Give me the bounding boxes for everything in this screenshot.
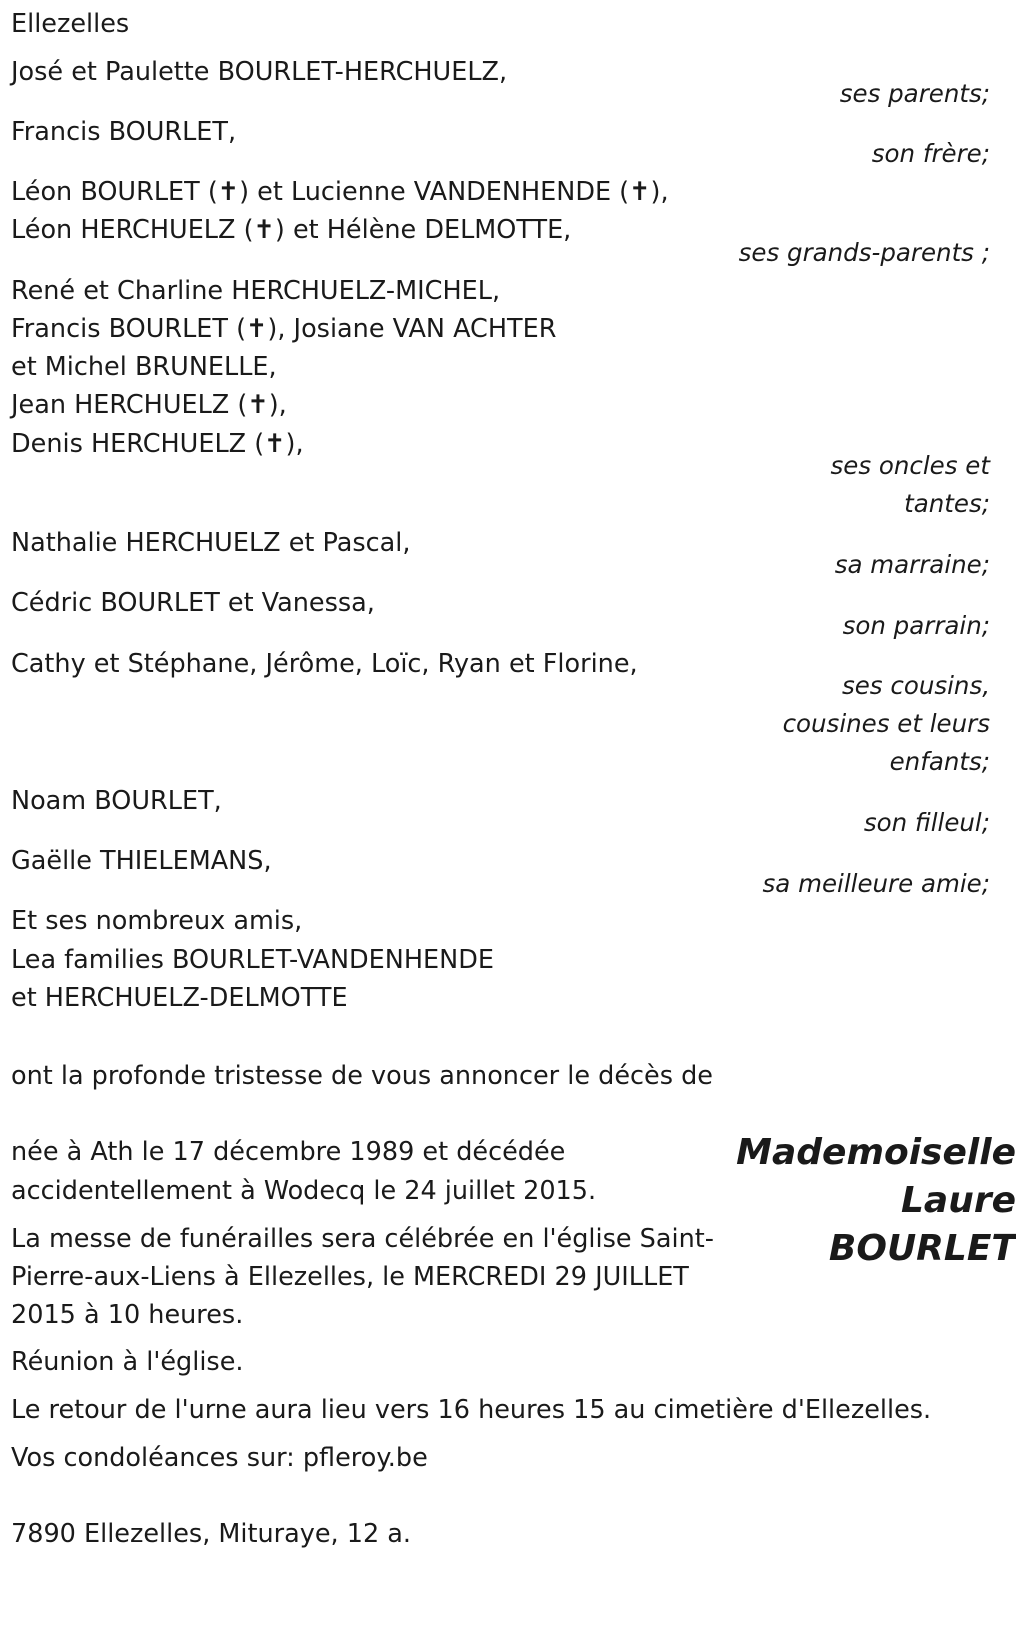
friends-line: Et ses nombreux amis, <box>11 906 303 936</box>
deceased-name <box>726 1129 1016 1273</box>
godfather-role: son parrain; <box>842 611 990 640</box>
deceased-first-name: Laure <box>900 1180 1016 1221</box>
place-header: Ellezelles <box>11 9 130 39</box>
parents-names: José et Paulette BOURLET-HERCHUELZ, <box>11 57 508 87</box>
cousins-role: cousines et leurs <box>782 709 990 738</box>
grandparents-role: ses grands-parents ; <box>738 238 990 267</box>
uncles-aunts-line: Francis BOURLET (✝), Josiane VAN ACHTER <box>11 314 557 344</box>
grandparents-line: Léon HERCHUELZ (✝) et Hélène DELMOTTE, <box>11 215 572 245</box>
deceased-last-name: BOURLET <box>828 1228 1016 1269</box>
announcement-text: ont la profonde tristesse de vous annoncer le décès de <box>11 1061 713 1091</box>
uncles-aunts-line: Denis HERCHUELZ (✝), <box>11 429 304 459</box>
godmother-name: Nathalie HERCHUELZ et Pascal, <box>11 528 411 558</box>
parents-role: ses parents; <box>839 79 990 108</box>
uncles-aunts-role: ses oncles et <box>830 451 990 480</box>
uncles-aunts-line: René et Charline HERCHUELZ-MICHEL, <box>11 276 501 306</box>
cousins-role: enfants; <box>889 747 990 776</box>
families-line: et HERCHUELZ-DELMOTTE <box>11 983 348 1013</box>
brother-role: son frère; <box>871 139 990 168</box>
birth-death-line: née à Ath le 17 décembre 1989 et décédée <box>11 1137 566 1167</box>
birth-death-line: accidentellement à Wodecq le 24 juillet 2015. <box>11 1176 597 1206</box>
urn-text: Le retour de l'urne aura lieu vers 16 heures 15 au cimetière d'Ellezelles. <box>11 1395 932 1425</box>
uncles-aunts-role: tantes; <box>904 489 990 518</box>
meeting-text: Réunion à l'église. <box>11 1347 244 1377</box>
godfather-name: Cédric BOURLET et Vanessa, <box>11 588 375 618</box>
godson-name: Noam BOURLET, <box>11 786 222 816</box>
best-friend-name: Gaëlle THIELEMANS, <box>11 846 272 876</box>
grandparents-line: Léon BOURLET (✝) et Lucienne VANDENHENDE (✝), <box>11 177 669 207</box>
condolences-text: Vos condoléances sur: pfleroy.be <box>11 1443 428 1473</box>
funeral-line: Pierre-aux-Liens à Ellezelles, le MERCREDI 29 JUILLET <box>11 1262 689 1292</box>
funeral-line: 2015 à 10 heures. <box>11 1300 244 1330</box>
deceased-title: Mademoiselle <box>736 1132 1016 1173</box>
address-text: 7890 Ellezelles, Mituraye, 12 a. <box>11 1519 412 1549</box>
funeral-line: La messe de funérailles sera célébrée en l'église Saint- <box>11 1224 714 1254</box>
uncles-aunts-line: et Michel BRUNELLE, <box>11 352 277 382</box>
cousins-role: ses cousins, <box>841 671 990 700</box>
families-line: Lea families BOURLET-VANDENHENDE <box>11 945 494 975</box>
cousins-names: Cathy et Stéphane, Jérôme, Loïc, Ryan et Florine, <box>11 649 638 679</box>
best-friend-role: sa meilleure amie; <box>762 869 990 898</box>
uncles-aunts-line: Jean HERCHUELZ (✝), <box>11 390 287 420</box>
brother-name: Francis BOURLET, <box>11 117 237 147</box>
godmother-role: sa marraine; <box>834 550 990 579</box>
godson-role: son filleul; <box>863 808 990 837</box>
